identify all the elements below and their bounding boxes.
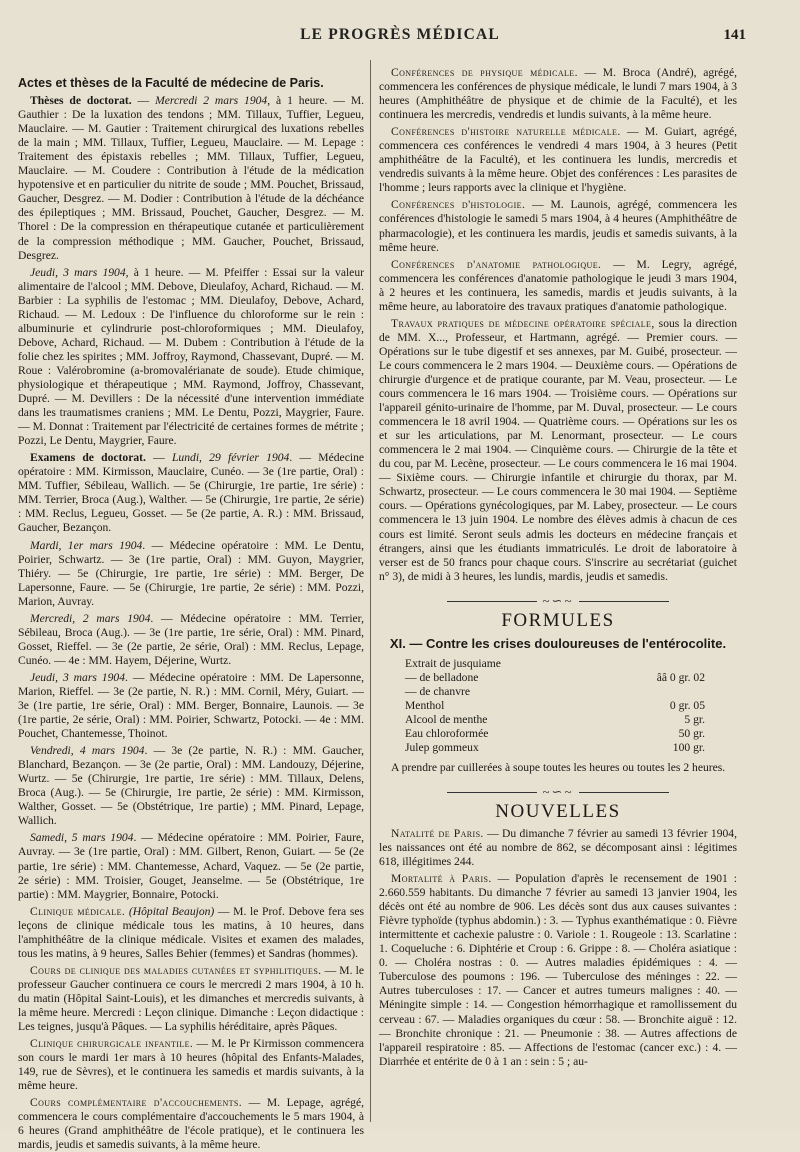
- theses-entry: [18, 266, 364, 449]
- course-announcement: [18, 905, 364, 961]
- conference-label: Conférences de physique médicale.: [391, 66, 578, 79]
- ingredient-qty: [641, 685, 705, 699]
- running-head: [0, 22, 800, 44]
- ingredient-qty: ââ 0 gr. 02: [656, 670, 705, 684]
- entry-date: Vendredi, 4 mars 1904: [30, 744, 145, 758]
- conference-announcement: [379, 317, 737, 584]
- ingredient-qty: 50 gr.: [678, 726, 705, 740]
- ingredient-name: — de belladone: [405, 670, 479, 684]
- recipe-row: [405, 727, 705, 741]
- course-text: — M. le Prof. Debove fera ses leçons de clinique médicale tous les matins, à 10 heures, dans l'amphithéâtre de la clinique médicale. Visites et examen des malades, tous les matins, à 9 heures, Salles Behier (femmes) et Sandras (hommes).: [18, 904, 364, 960]
- course-announcement: [18, 964, 364, 1034]
- entry-date: Lundi, 29 février 1904: [171, 451, 290, 465]
- conference-announcement: [379, 258, 737, 314]
- conference-label: Conférences d'histoire naturelle médicale.: [391, 125, 621, 139]
- conference-text: — M. Guiart, agrégé, commencera ces conférences le vendredi 4 mars 1904, à 3 heures (Petit amphithéâtre de la Faculté), et les continuera les lundis, mercredis et vendredis suivants à la même heure. Objet des conférences : Les parasites de l'homme ; leurs rapports avec la clinique et l'hygiène.: [379, 125, 737, 195]
- entry-date: Jeudi, 3 mars 1904: [30, 265, 126, 279]
- course-announcement: [18, 1096, 364, 1152]
- ingredient-qty: 100 gr.: [672, 740, 705, 754]
- entry-text: . — Médecine opératoire : MM. Poirier, Faure, Auvray. — 3e (1re partie, Oral) : MM. Gilbert, Renon, Guiart. — 5e (2e partie, 1re série) : MM. Chantemesse, Achard, Vaquez. — 5e (2e partie, 2e série) : MM. Troisier, Gouget, Jeanselme. — 5e (Obstétrique, 1re partie) : MM. Maygrier, Bonnaire, Potocki.: [18, 831, 364, 901]
- entry-date: Samedi, 5 mars 1904: [30, 831, 134, 845]
- course-label: Clinique médicale.: [30, 904, 126, 918]
- recipe-row: [405, 699, 705, 713]
- recipe-row: [405, 741, 705, 755]
- ingredient-name: Extrait de jusquiame: [405, 656, 501, 670]
- course-label: Cours complémentaire d'accouchements.: [30, 1096, 243, 1110]
- ingredient-name: Julep gommeux: [405, 740, 479, 754]
- left-column: [18, 66, 365, 1152]
- section-ornament: ~∽~: [379, 594, 737, 608]
- section-title-actes: Actes et thèses de la Faculté de médecine de Paris.: [18, 76, 324, 90]
- news-label: Natalité de Paris.: [391, 826, 484, 840]
- ingredient-name: — de chanvre: [405, 684, 471, 698]
- entry-text: . — Médecine opératoire : MM. Kirmisson, Mauclaire, Cunéo. — 3e (1re partie, Oral) : MM. Tuffier, Sébileau, Wallich. — 5e (Chirurgie, 1re partie, 1re série) : MM. Terrier, Broca (Aug.), Walther. — 5e (Chirurgie, 1re partie, 2e série) : MM. Reclus, Legueu, Gosset. — 5e (2e partie, A. R.) : MM. Brissaud, Gaucher, Bezançon.: [18, 451, 365, 535]
- conference-label: Conférences d'histologie.: [391, 198, 526, 212]
- course-label: Cours de clinique des maladies cutanées et syphilitiques.: [30, 963, 322, 977]
- ingredient-name: Alcool de menthe: [405, 712, 488, 726]
- conference-label: Travaux pratiques de médecine opératoire spéciale,: [391, 316, 655, 330]
- formula-recipe: [405, 657, 705, 755]
- conference-announcement: [379, 66, 737, 122]
- entry-text: , à 1 heure. — M. Pfeiffer : Essai sur la valeur alimentaire de l'alcool ; MM. Debove, Dieulafoy, Achard, Richaud. — M. Barbier : La syphilis de l'estomac ; MM. Dieulafoy, Debove, Achard, Richaud. — M. Ledoux : De l'influence du chloroforme sur le rein : albuminurie et cylindrurie post-chloroformiques ; MM. Dieulafoy, Debove, Achard, Richaud. — M. Dubem : Contribution à l'étude de la folie chez les spirites ; MM. Joffroy, Raymond, Chassevant, Dupré. — M. Roue : Valérobromine (a-bromovalérianate de soude). Etude chimique, physiologique et thérapeutique ; MM. Raymond, Joffroy, Chassevant, Dupré. — M. Devillers : De la nécessité d'une intervention immédiate dans les traumatismes craniens ; MM. Le Dentu, Pozzi, Maygrier, Faure. — M. Donnat : Traitement par l'électricité de certaines formes de métrite ; Pozzi, Le Dentu, Maygrier, Faure.: [18, 265, 364, 448]
- news-text: — Population d'après le recensement de 1901 : 2.660.559 habitants. Du dimanche 7 février au samedi 13 janvier 1904, les décès ont été au nombre de 906. Les décès sont dus aux causes suivantes : Fièvre typhoïde (typhus abdomin.) : 3. — Typhus exanthématique : 0. Fièvre intermittente et cachexie palustre : 0. Variole : 1. Rougeole : 13. Scarlatine : 1. Coqueluche : 6. Diphtérie et Croup : 6. Grippe : 8. — Choléra asiatique : 0. — Choléra nostras : 0. — Autres maladies épidémiques : 4. — Tuberculose des poumons : 196. — Tuberculose des méninges : 22. — Autres tuberculoses : 17. — Cancer et autres tumeurs malignes : 40. — Méningite simple : 14. — Congestion hémorrhagique et ramollissement du cerveau : 67. — Maladies organiques du cœur : 58. — Bronchite aiguë : 12. — Bronchite chronique : 21. — Pneumonie : 38. — Autres affections de l'appareil respiratoire : 85. — Affections de l'estomac (cancer exc.) : 4. — Diarrhée et entérite de 0 à 1 an : sein : 5 ; au-: [379, 872, 737, 1068]
- examens-entry: [18, 831, 364, 901]
- course-text: — M. le Pr Kirmisson commencera son cours le mardi 1er mars à 10 heures (hôpital des Enfants-Malades, 149, rue de Sèvres), et le continuera les samedis et mardis suivants, à la même heure.: [18, 1037, 364, 1093]
- examens-heading: Examens de doctorat.: [30, 451, 146, 465]
- conference-announcement: [379, 198, 737, 254]
- conference-label: Conférences d'anatomie pathologique.: [391, 257, 602, 271]
- conference-text: — M. Launois, agrégé, commencera les conférences d'histologie le samedi 5 mars 1904, à 4 heures (Amphithéâtre de pharmacologie), et les continuera les mardis, jeudis et samedis suivants, à la même heure.: [379, 198, 737, 254]
- course-text: — M. le professeur Gaucher continuera ce cours le mercredi 2 mars 1904, à 10 h. du matin (Hôpital Saint-Louis), et les dimanches et mercredis suivants, à la même heure. Mercredi : Leçon clinique. Dimanche : Leçon didactique : Les teignes, jusqu'à Pâques. — La syphilis héréditaire, après Pâques.: [18, 963, 364, 1034]
- recipe-row: [405, 671, 705, 685]
- news-paragraph: [379, 827, 737, 869]
- conference-text: — M. Legry, agrégé, commencera les conférences d'anatomie pathologique le jeudi 3 mars 1904, à 2 heures et les continuera, les samedis, mardis et jeudis suivants, à la même heure, au laboratoire des travaux pratiques d'anatomie pathologique.: [379, 257, 738, 313]
- entry-text: . — Médecine opératoire : MM. Terrier, Sébileau, Broca (Aug.). — 3e (1re partie, 1re série, Oral) : MM. Pinard, Gosset, Rieffel. — 3e (2e partie, 2e série, Oral) : MM. Reclus, Lepage, Cunéo. — 4e : MM. Hayem, Déjerine, Wurtz.: [18, 611, 364, 667]
- examens-entry: [18, 612, 364, 668]
- entry-date: Jeudi, 3 mars 1904: [30, 670, 125, 684]
- ingredient-qty: 0 gr. 05: [669, 698, 705, 712]
- entry-date: Mardi, 1er mars 1904: [30, 538, 143, 552]
- ingredient-qty: 5 gr.: [684, 712, 705, 726]
- column-divider: [370, 60, 371, 1122]
- course-announcement: [18, 1037, 364, 1093]
- examens-entry: [18, 744, 364, 828]
- news-paragraph: [379, 872, 737, 1069]
- entry-text: , à 1 heure. — M. Gauthier : De la luxation des tendons ; MM. Tillaux, Tuffier, Legueu, Mauclaire. — M. Gautier : Traitement chirurgical des luxations rebelles de la main ; MM. Tillaux, Tuffier, Legueu, Mauclaire. — M. Lepage : Traitement des épistaxis rebelles ; MM. Tillaux, Tuffier, Legueu, Mauclaire. — M. Coudere : Contribution à l'étude de la médication hypotensive et en particulier du nitrite de soude ; MM. Pouchet, Brissaud, Gaucher, Desgrez. — M. Dodier : Contribution à l'étude de la déchéance des épileptiques ; MM. Brissaud, Pouchet, Gaucher, Desgrez. — M. Thorel : De la compression en thérapeutique cutanée et particulièrement de la compression méthodique ; MM. Gaucher, Pouchet, Brissaud, Desgrez.: [18, 94, 365, 262]
- course-location: (Hôpital Beaujon): [128, 904, 215, 918]
- course-label: Clinique chirurgicale infantile.: [30, 1037, 194, 1051]
- news-text: — Du dimanche 7 février au samedi 13 février 1904, les naissances ont été au nombre de 862, se décomposant ainsi : légitimes 618, illégitimes 244.: [379, 826, 737, 869]
- formules-heading: FORMULES: [501, 609, 615, 631]
- formula-instructions: A prendre par cuillerées à soupe toutes les heures ou toutes les 2 heures.: [391, 760, 726, 774]
- theses-entry: Thèses de doctorat. — Mercredi 2 mars 1904, à 1 heure. — M. Gauthier : De la luxation des tendons ; MM. Tillaux, Tuffier, Legueu, Mauclaire. — M. Gautier : Traitement chirurgical des luxations rebelles de la main ; MM. Tillaux, Tuffier, Legueu, Mauclaire. — M. Lepage : Traitement des épistaxis rebelles ; MM. Tillaux, Tuffier, Legueu, Mauclaire. — M. Coudere : Contribution à l'étude de la médication hypotensive et en particulier du nitrite de soude ; MM. Pouchet, Brissaud, Gaucher, Desgrez. — M. Dodier : Contribution à l'étude de la déchéance des épileptiques ; MM. Brissaud, Pouchet, Gaucher, Desgrez. — M. Thorel : De la compression en thérapeutique cutanée et particulièrement de la compression méthodique ; MM. Gaucher, Pouchet, Brissaud, Desgrez.: [18, 94, 365, 262]
- formule-subheading: XI. — Contre les crises douloureuses de l'entérocolite.: [389, 635, 727, 651]
- conference-text: — M. Broca (André), agrégé, commencera les conférences de physique médicale, le lundi 7 mars 1904, à 3 heures (Amphithéâtre de physique et de chimie de la Faculté), et les continuera les mercredis, vendredis et lundis suivants, à la même heure.: [379, 66, 737, 122]
- ingredient-qty: [641, 657, 705, 671]
- entry-date: Mercredi, 2 mars 1904: [30, 611, 151, 625]
- conference-announcement: [379, 125, 737, 195]
- examens-entry: Examens de doctorat. — Lundi, 29 février 1904. — Médecine opératoire : MM. Kirmisson, Mauclaire, Cunéo. — 3e (1re partie, Oral) : MM. Tuffier, Sébileau, Wallich. — 5e (Chirurgie, 1re partie, 1re série) : MM. Terrier, Broca (Aug.), Walther. — 5e (Chirurgie, 1re partie, 2e série) : MM. Reclus, Legueu, Gosset. — 5e (2e partie, A. R.) : MM. Brissaud, Gaucher, Bezançon.: [18, 451, 365, 535]
- ingredient-name: Eau chloroformée: [405, 726, 489, 740]
- recipe-row: [405, 657, 705, 671]
- right-column: [379, 66, 737, 1121]
- entry-date: Mercredi 2 mars 1904: [155, 94, 268, 108]
- section-ornament: ~∽~: [379, 785, 737, 799]
- conference-text: sous la direction de MM. X..., Professeur, et Hartmann, agrégé. — Premier cours. — Opérations sur le tube digestif et ses annexes, par M. Guibé, prosecteur. — Le cours commencera le 2 mars 1904. — Deuxième cours. — Opérations de chirurgie d'urgence et de pratique courante, par M. Veau, prosecteur. — Le cours commencera le 16 mars 1904. — Troisième cours. — Opérations sur l'appareil génito-urinaire de l'homme, par M. Duval, prosecteur. — Le cours commencera le 18 avril 1904. — Quatrième cours. — Opérations sur les os et sur les articulations, par M. Lenormant, prosecteur. — Le cours commencera le 2 mai 1904. — Cinquième cours. — Chirurgie de la tête et du cou, par M. Lecène, prosecteur. — Le cours commencera le 16 mai 1904. — Sixième cours. — Chirurgie infantile et chirurgie du thorax, par M. Schwartz, prosecteur. — Le cours commencera le 30 mai 1904. — Septième cours. — Opérations gynécologiques, par M. Labey, prosecteur. — Le cours commencera le 13 juin 1904. Le nombre des élèves admis à chacun de ces cours est limité. Seront seuls admis les docteurs en médecine français et étrangers, ainsi que les étudiants immatriculés. Le droit de laboratoire à verser est de 50 francs pour chaque cours. S'inscrire au secrétariat (guichet n° 3), de midi à 3 heures, les lundis, mardis, jeudis et samedis.: [379, 316, 737, 583]
- nouvelles-heading: NOUVELLES: [495, 800, 621, 822]
- page-number: 141: [723, 27, 746, 43]
- theses-heading: Thèses de doctorat.: [30, 94, 132, 108]
- news-label: Mortalité à Paris.: [391, 872, 492, 886]
- examens-entry: [18, 671, 364, 741]
- recipe-row: [405, 685, 705, 699]
- examens-entry: [18, 539, 364, 609]
- ingredient-name: Menthol: [405, 698, 445, 712]
- entry-text: . — Médecine opératoire : MM. Le Dentu, Poirier, Schwartz. — 3e (1re partie, Oral) : MM. Guyon, Maygrier, Thiéry. — 5e (Chirurgie, 1re partie, 1re série) : MM. Berger, De Lapersonne, Faure. — 5e (Chirurgie, 1re partie, 2e série) : MM. Pozzi, Marion, Auvray.: [18, 538, 365, 608]
- journal-title: LE PROGRÈS MÉDICAL: [300, 26, 500, 43]
- recipe-row: [405, 713, 705, 727]
- course-text: — M. Lepage, agrégé, commencera le cours complémentaire d'accouchements le 5 mars 1904, à 6 heures (Grand amphithéâtre de l'école pratique), et le continuera les mardis, jeudis et samedis suivants, à la même heure.: [18, 1096, 364, 1152]
- entry-text: . — Médecine opératoire : MM. De Lapersonne, Marion, Rieffel. — 3e (2e partie, N. R.) : MM. Cornil, Méry, Guiart. — 3e (1re partie, 1re série, Oral) : MM. Berger, Bonnaire, Launois. — 3e (1re partie, 2e série, Oral) : MM. Poirier, Schwartz, Potocki. — 4e : MM. Pouchet, Chantemesse, Thoinot.: [18, 670, 364, 741]
- entry-text: . — 3e (2e partie, N. R.) : MM. Gaucher, Blanchard, Bezançon. — 3e (2e partie, Oral) : MM. Landouzy, Déjerine, Wurtz. — 5e (Chirurgie, 1re partie, 1re série) : MM. Tillaux, Delens, Broca (Aug.). — 5e (Chirurgie, 1re partie, 2e série) : MM. Kirmisson, Walther, Gosset. — 5e (Obstétrique, 1re partie) ; MM. Pinard, Lepage, Wallich.: [18, 744, 364, 828]
